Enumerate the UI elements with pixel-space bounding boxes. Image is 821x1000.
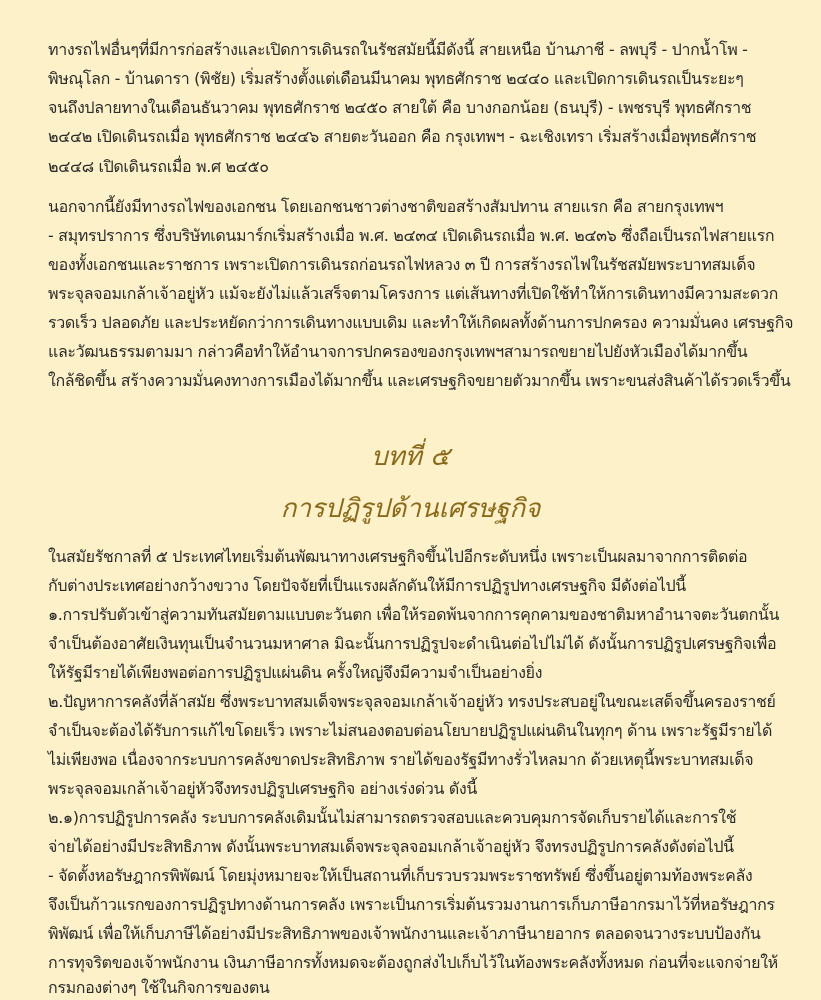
paragraph-line: จำเป็นต้องอาศัยเงินทุนเป็นจำนวนมหาศาล มิฉะนั้นการปฏิรูปจะดำเนินต่อไปไม่ได้ ดังนั้นการปฏิรูปเศรษฐกิจเพื่อ [48, 634, 777, 653]
paragraph-line: กรมกองต่างๆ ใช้ในกิจการของตน [48, 978, 270, 997]
paragraph-line: การทุจริตของเจ้าพนักงาน เงินภาษีอากรทั้งหมดจะต้องถูกส่งไปเก็บไว้ในท้องพระคลังทั้งหมด ก่อนที่จะแจกจ่ายให้ [48, 953, 778, 972]
paragraph-line: พระจุลจอมเกล้าเจ้าอยู่หัว แม้จะยังไม่แล้วเสร็จตามโครงการ แต่เส้นทางที่เปิดใช้ทำให้การเดินทางมีความสะดวก [48, 284, 778, 303]
paragraph-line: - จัดตั้งหอรัษฎากรพิพัฒน์ โดยมุ่งหมายจะให้เป็นสถานที่เก็บรวบรวมพระราชทรัพย์ ซึ่งขึ้นอยู่ตามท้องพระคลัง [48, 866, 753, 885]
paragraph-line: นอกจากนี้ยังมีทางรถไฟของเอกชน โดยเอกชนชาวต่างชาติขอสร้างสัมปทาน สายแรก คือ สายกรุงเทพฯ [48, 197, 724, 216]
paragraph-line: จ่ายได้อย่างมีประสิทธิภาพ ดังนั้นพระบาทสมเด็จพระจุลจอมเกล้าเจ้าอยู่หัว จึงทรงปฏิรูปการคลังดังต่อไปนี้ [48, 837, 734, 856]
paragraph-line: - สมุทรปราการ ซึ่งบริษัทเดนมาร์กเริ่มสร้างเมื่อ พ.ศ. ๒๔๓๔ เปิดเดินรถเมื่อ พ.ศ. ๒๔๓๖ ซึ่งถือเป็นรถไฟสายแรก [48, 226, 775, 245]
paragraph-line: จึงเป็นก้าวแรกของการปฏิรูปทางด้านการคลัง เพราะเป็นการเริ่มต้นรวมงานการเก็บภาษีอากรมาไว้ที่หอรัษฎากร [48, 895, 775, 914]
chapter-number: บทที่ ๕ [371, 442, 450, 472]
chapter-title: การปฏิรูปด้านเศรษฐกิจ [280, 494, 541, 524]
paragraph-line: กับต่างประเทศอย่างกว้างขวาง โดยปัจจัยที่เป็นแรงผลักดันให้มีการปฏิรูปทางเศรษฐกิจ มีดังต่อไปนี้ [48, 576, 686, 595]
paragraph-line: ทางรถไฟอื่นๆที่มีการก่อสร้างและเปิดการเดินรถในรัชสมัยนี้มีดังนี้ สายเหนือ บ้านภาชี - ลพบุรี - ปากน้ำโพ - [48, 40, 748, 59]
paragraph-line: จำเป็นจะต้องได้รับการแก้ไขโดยเร็ว เพราะไม่สนองตอบต่อนโยบายปฏิรูปแผ่นดินในทุกๆ ด้าน เพราะรัฐมีรายได้ [48, 721, 772, 740]
paragraph-line: ให้รัฐมีรายได้เพียงพอต่อการปฏิรูปแผ่นดิน ครั้งใหญ่จึงมีความจำเป็นอย่างยิ่ง [48, 663, 543, 682]
paragraph-line: ๒๔๔๘ เปิดเดินรถเมื่อ พ.ศ ๒๔๕๐ [48, 157, 269, 176]
paragraph-line: ในสมัยรัชกาลที่ ๕ ประเทศไทยเริ่มต้นพัฒนาทางเศรษฐกิจขึ้นไปอีกระดับหนึ่ง เพราะเป็นผลมาจากการติดต่อ [48, 547, 748, 566]
paragraph-line: ๒๔๔๒ เปิดเดินรถเมื่อ พุทธศักราช ๒๔๔๖ สายตะวันออก คือ กรุงเทพฯ - ฉะเชิงเทรา เริ่มสร้างเมื่อพุทธศักราช [48, 127, 757, 146]
paragraph-line: รวดเร็ว ปลอดภัย และประหยัดกว่าการเดินทางแบบเดิม และทำให้เกิดผลทั้งด้านการปกครอง ความมั่นคง เศรษฐกิจ [48, 313, 794, 332]
paragraph-line: ๒.ปัญหาการคลังที่ล้าสมัย ซึ่งพระบาทสมเด็จพระจุลจอมเกล้าเจ้าอยู่หัว ทรงประสบอยู่ในขณะเสด็จขึ้นครองราชย์ [48, 692, 776, 711]
paragraph-line: ๑.การปรับตัวเข้าสู่ความทันสมัยตามแบบตะวันตก เพื่อให้รอดพ้นจากการคุกคามของชาติมหาอำนาจตะวันตกนั้น [48, 605, 780, 624]
paragraph-line: และวัฒนธรรมตามมา กล่าวคือทำให้อำนาจการปกครองของกรุงเทพฯสามารถขยายไปยังหัวเมืองได้มากขึ้น [48, 342, 748, 361]
paragraph-line: ใกล้ชิดขึ้น สร้างความมั่นคงทางการเมืองได้มากขึ้น และเศรษฐกิจขยายตัวมากขึ้น เพราะขนส่งสินค้าได้รวดเร็วขึ้น [48, 371, 791, 390]
paragraph-line: พระจุลจอมเกล้าเจ้าอยู่หัวจึงทรงปฏิรูปเศรษฐกิจ อย่างเร่งด่วน ดังนี้ [48, 779, 477, 798]
paragraph-line: พิษณุโลก - บ้านดารา (พิชัย) เริ่มสร้างตั้งแต่เดือนมีนาคม พุทธศักราช ๒๔๔๐ และเปิดการเดินรถเป็นระยะๆ [48, 69, 744, 88]
paragraph-line: ของทั้งเอกชนและราชการ เพราะเปิดการเดินรถก่อนรถไฟหลวง ๓ ปี การสร้างรถไฟในรัชสมัยพระบาทสมเด็จ [48, 255, 756, 274]
paragraph-line: พิพัฒน์ เพื่อให้เก็บภาษีได้อย่างมีประสิทธิภาพของเจ้าพนักงานและเจ้าภาษีนายอากร ตลอดจนวางระบบป้องกัน [48, 924, 761, 943]
paragraph-line: ๒.๑)การปฏิรูปการคลัง ระบบการคลังเดิมนั้นไม่สามารถตรวจสอบและควบคุมการจัดเก็บรายได้และการใช้ [48, 808, 737, 827]
paragraph-line: ไม่เพียงพอ เนื่องจากระบบการคลังขาดประสิทธิภาพ รายได้ของรัฐมีทางรั่วไหลมาก ด้วยเหตุนี้พระบาทสมเด็จ [48, 750, 754, 769]
paragraph-line: จนถึงปลายทางในเดือนธันวาคม พุทธศักราช ๒๔๕๐ สายใต้ คือ บางกอกน้อย (ธนบุรี) - เพชรบุรี พุทธศักราช [48, 98, 752, 117]
